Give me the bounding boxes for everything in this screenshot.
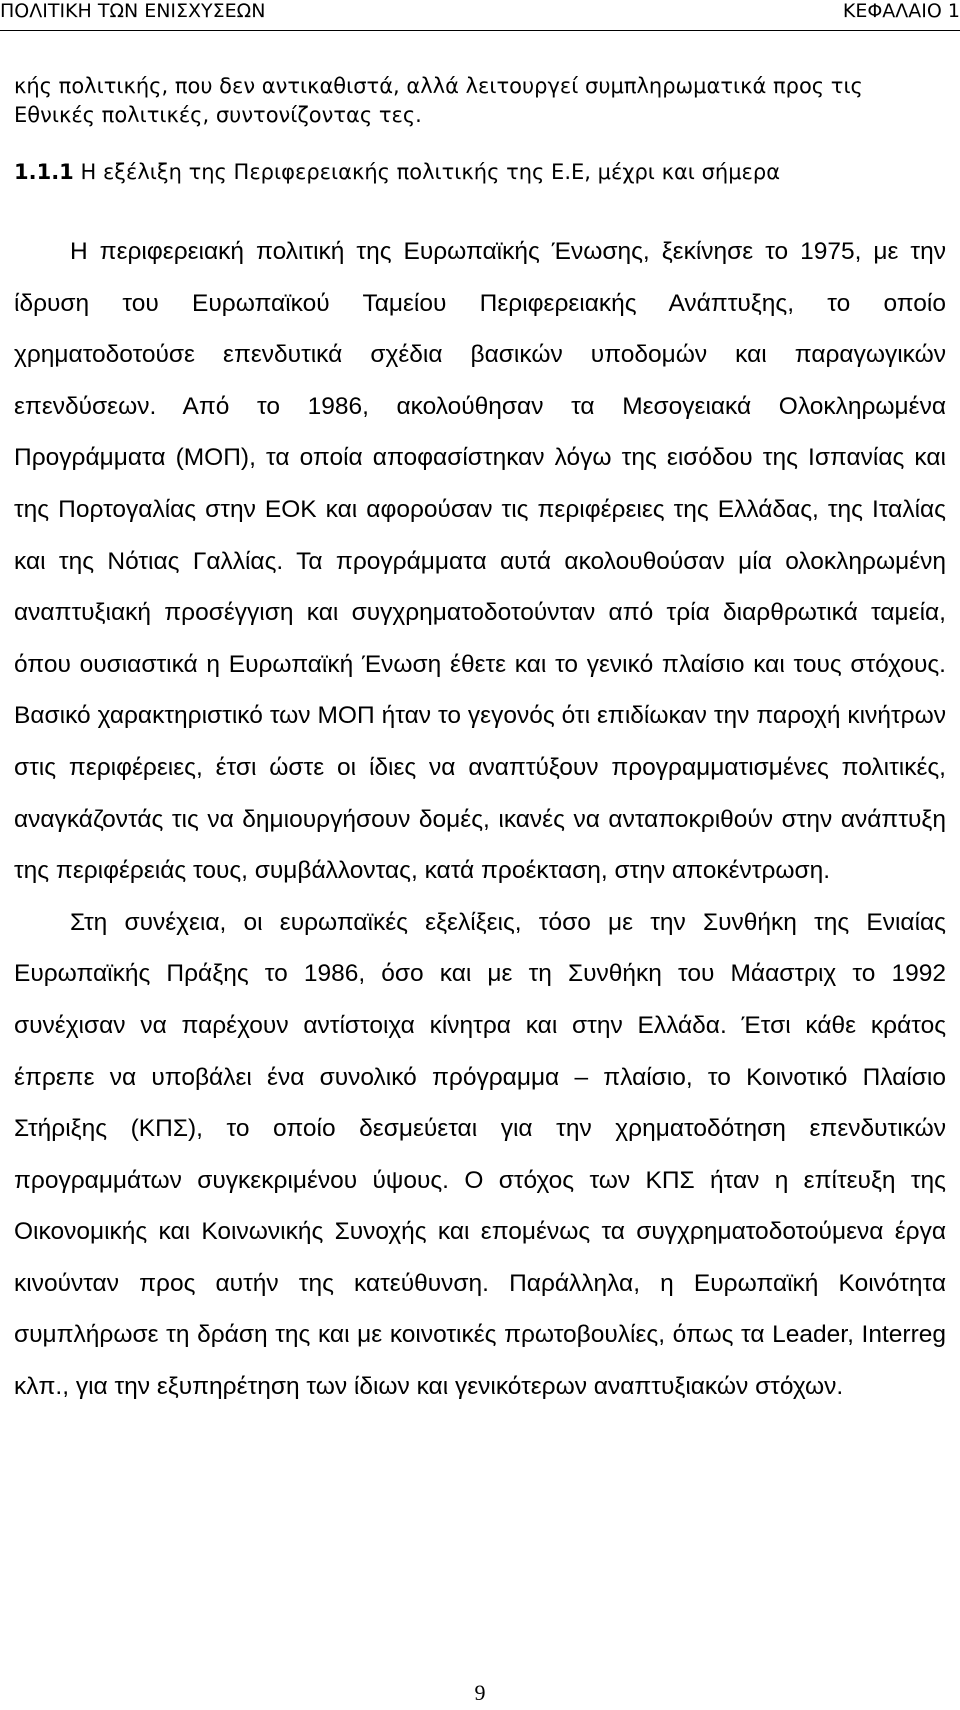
body-paragraph-1 xyxy=(14,226,946,897)
section-title: Η εξέλιξη της Περιφερειακής πολιτικής της Ε.Ε, μέχρι και σήμερα xyxy=(80,160,781,184)
paragraph-text: Στη συνέχεια, οι ευρωπαϊκές εξελίξεις, τόσο με την Συνθήκη της Ενιαίας Ευρωπαϊκής Πράξης το 1986, όσο και με τη Συνθήκη του Μάαστριχ το 1992 συνέχισαν να παρέχουν αντίστοιχα κίνητρα και στην Ελλάδα. Έτσι κάθε κράτος έπρεπε να υποβάλει ένα συνολικό πρόγραμμα – πλαίσιο, το Κοινοτικό Πλαίσιο Στήριξης (ΚΠΣ), το οποίο δεσμεύεται για την χρηματοδότηση επενδυτικών προγραμμάτων συγκεκριμένου ύψους. Ο στόχος των ΚΠΣ ήταν η επίτευξη της Οικονομικής και Κοινωνικής Συνοχής και επομένως τα συγχρηματοδοτούμενα έργα κινούνταν προς αυτήν της κατεύθυνση. Παράλληλα, η Ευρωπαϊκή Κοινότητα συμπλήρωσε τη δράση της και με κοινοτικές πρωτοβουλίες, όπως τα Leader, Interreg κλπ., για την εξυπηρέτηση των ίδιων και γενικότερων αναπτυξιακών στόχων. xyxy=(14,908,946,1401)
header-chapter: ΚΕΦΑΛΑΙΟ 1 xyxy=(842,0,960,22)
body-paragraph-2 xyxy=(14,897,946,1413)
header-rule xyxy=(0,30,960,31)
running-header xyxy=(0,0,960,34)
section-heading xyxy=(14,158,946,187)
page-content xyxy=(14,72,946,1413)
header-title: ΠΟΛΙΤΙΚΗ ΤΩΝ ΕΝΙΣΧΥΣΕΩΝ xyxy=(0,0,266,22)
page-number: 9 xyxy=(474,1680,486,1705)
section-number: 1.1.1 xyxy=(14,160,74,184)
paragraph-text: Η περιφερειακή πολιτική της Ευρωπαϊκής Ένωσης, ξεκίνησε το 1975, με την ίδρυση του Ευρωπαϊκού Ταμείου Περιφερειακής Ανάπτυξης, το οποίο χρηματοδοτούσε επενδυτικά σχέδια βασικών υποδομών και παραγωγικών επενδύσεων. Από το 1986, ακολούθησαν τα Μεσογειακά Ολοκληρωμένα Προγράμματα (ΜΟΠ), τα οποία αποφασίστηκαν λόγω της εισόδου της Ισπανίας και της Πορτογαλίας στην ΕΟΚ και αφορούσαν τις περιφέρειες της Ελλάδας, της Ιταλίας και της Νότιας Γαλλίας. Τα προγράμματα αυτά ακολουθούσαν μία ολοκληρωμένη αναπτυξιακή προσέγγιση και συγχρηματοδοτούνταν από τρία διαρθρωτικά ταμεία, όπου ουσιαστικά η Ευρωπαϊκή Ένωση έθετε και το γενικό πλαίσιο και τους στόχους. Βασικό χαρακτηριστικό των ΜΟΠ ήταν το γεγονός ότι επιδίωκαν την παροχή κινήτρων στις περιφέρειες, έτσι ώστε οι ίδιες να αναπτύξουν προγραμματισμένες πολιτικές, αναγκάζοντάς τις να δημιουργήσουν δομές, ικανές να ανταποκριθούν στην ανάπτυξη της περιφέρειάς τους, συμβάλλοντας, κατά προέκταση, στην αποκέντρωση. xyxy=(14,238,946,885)
lead-paragraph: κής πολιτικής, που δεν αντικαθιστά, αλλά λειτουργεί συμπληρωματικά προς τις Εθνικές πολιτικές, συντονίζοντας τες. xyxy=(14,74,863,127)
